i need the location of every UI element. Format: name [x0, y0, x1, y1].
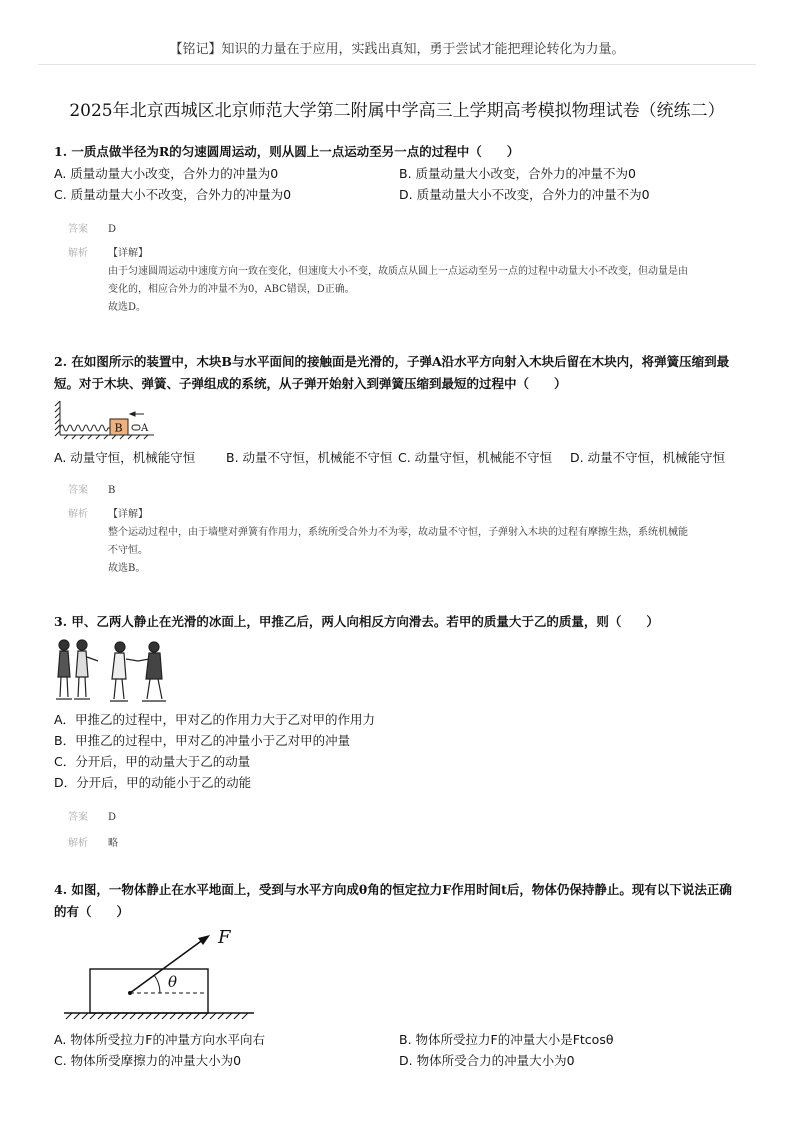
motto-banner: 【铭记】知识的力量在于应用，实践出真知，勇于尝试才能把理论转化为力量。 — [169, 42, 625, 57]
question-4 — [54, 879, 744, 1071]
force-arrow — [130, 939, 204, 993]
analysis-row — [68, 245, 744, 317]
analysis-body — [108, 245, 744, 317]
force-label: F — [218, 927, 231, 948]
option-b: B. 物体所受拉力F的冲量大小是Ftcosθ — [399, 1032, 614, 1047]
option-d: D. 质量动量大小不改变，合外力的冲量不为0 — [399, 187, 650, 202]
option-c: C. 物体所受摩擦力的冲量大小为0 — [54, 1053, 242, 1068]
answer-label: 答案 — [68, 812, 88, 823]
answer-block — [68, 221, 744, 317]
option-d: D. 物体所受合力的冲量大小为0 — [399, 1053, 575, 1068]
block-label: B — [114, 421, 123, 435]
skater-yi — [110, 642, 166, 701]
analysis-line: 故选B。 — [108, 563, 146, 574]
analysis-line: 不守恒。 — [108, 545, 148, 556]
analysis-line: 由于匀速圆周运动中速度方向一致在变化，但速度大小不变，故质点从圆上一点运动至另一点的过程中动量大小不改变，但动量是由 — [108, 266, 688, 277]
analysis-line: 变化的，相应合外力的冲量不为0，ABC错误，D正确。 — [108, 284, 355, 295]
skater-jia — [56, 640, 98, 699]
answer-value: D — [108, 224, 117, 235]
answer-label: 答案 — [68, 485, 88, 496]
options — [54, 447, 744, 468]
analysis-label: 解析 — [68, 838, 88, 849]
question-3 — [54, 611, 744, 853]
arrowhead-icon — [198, 935, 210, 945]
answer-block — [68, 482, 744, 578]
option-a: A．甲推乙的过程中，甲对乙的作用力大于乙对甲的作用力 — [54, 712, 376, 727]
option-b: B．甲推乙的过程中，甲对乙的冲量小于乙对甲的冲量 — [54, 733, 351, 748]
spring-block-figure — [54, 397, 164, 445]
angle-arc — [154, 975, 160, 993]
option-b: B. 动量不守恒，机械能不守恒 — [226, 450, 393, 465]
header-divider — [38, 64, 756, 65]
answer-value: D — [108, 812, 117, 823]
answer-row — [68, 221, 744, 239]
option-a: A. 质量动量大小改变，合外力的冲量为0 — [54, 166, 279, 181]
options — [54, 709, 744, 793]
analysis-line: 整个运动过程中，由于墙壁对弹簧有作用力，系统所受合外力不为零，故动量不守恒，子弹射入木块的过程有摩擦生热，系统机械能 — [108, 527, 688, 538]
page-title: 2025年北京西城区北京师范大学第二附属中学高三上学期高考模拟物理试卷（统练二） — [69, 101, 725, 121]
ground-hatch — [66, 1013, 248, 1019]
question-1 — [54, 141, 744, 317]
option-b: B. 质量动量大小改变，合外力的冲量不为0 — [399, 166, 636, 181]
angle-label: θ — [168, 973, 178, 991]
options — [54, 163, 744, 205]
force-angle-figure — [54, 927, 274, 1027]
analysis-line: 故选D。 — [108, 302, 147, 313]
option-d: D．分开后，甲的动能小于乙的动能 — [54, 775, 252, 790]
question-stem: 2. 在如图所示的装置中，木块B与水平面间的接触面是光滑的，子弹A沿水平方向射入木块后留在木块内，将弹簧压缩到最短。对于木块、弹簧、子弹组成的系统，从子弹开始射入到弹簧压缩到最短的过程中（ ） — [54, 354, 730, 391]
option-a: A. 物体所受拉力F的冲量方向水平向右 — [54, 1032, 265, 1047]
option-c: C．分开后，甲的动量大于乙的动量 — [54, 754, 251, 769]
detail-heading: 【详解】 — [108, 509, 148, 520]
analysis-label: 解析 — [68, 248, 88, 259]
answer-block — [68, 809, 744, 853]
bullet-label: A — [141, 423, 149, 434]
question-stem: 3. 甲、乙两人静止在光滑的冰面上，甲推乙后，两人向相反方向滑去。若甲的质量大于乙的质量，则（ ） — [54, 614, 659, 629]
options — [54, 1029, 744, 1071]
object-box — [90, 969, 208, 1013]
option-a: A. 动量守恒，机械能守恒 — [54, 450, 196, 465]
analysis-row — [68, 506, 744, 578]
wall-hatch — [55, 401, 60, 436]
analysis-body — [108, 506, 744, 578]
answer-value: B — [108, 485, 116, 496]
question-stem: 4. 如图，一物体静止在水平地面上，受到与水平方向成θ角的恒定拉力F作用时间t后，物体仍保持静止。现有以下说法正确的有（ ） — [54, 882, 732, 919]
bullet-a — [132, 425, 140, 430]
option-c: C. 质量动量大小不改变，合外力的冲量为0 — [54, 187, 292, 202]
detail-heading: 【详解】 — [108, 248, 148, 259]
answer-label: 答案 — [68, 224, 88, 235]
option-d: D. 动量不守恒，机械能守恒 — [570, 450, 726, 465]
option-c: C. 动量守恒，机械能不守恒 — [398, 450, 553, 465]
question-stem: 1. 一质点做半径为R的匀速圆周运动，则从圆上一点运动至另一点的过程中（ ） — [54, 144, 520, 159]
floor-hatch — [60, 435, 154, 439]
analysis-row — [68, 835, 744, 853]
answer-row — [68, 482, 744, 500]
analysis-value: 略 — [108, 838, 118, 849]
arrow-left-icon — [130, 412, 144, 416]
analysis-label: 解析 — [68, 509, 88, 520]
answer-row — [68, 809, 744, 827]
spring-coil — [60, 425, 110, 431]
question-2 — [54, 351, 744, 578]
skaters-illustration — [54, 637, 178, 705]
